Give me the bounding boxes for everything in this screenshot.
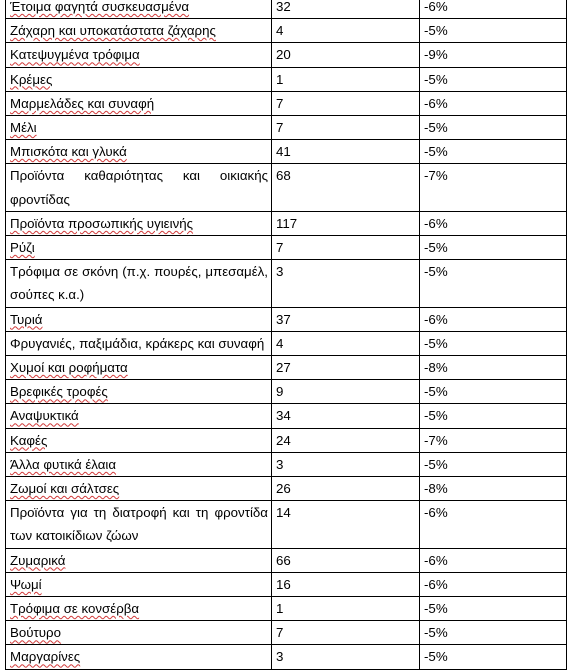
- category-name[interactable]: Βούτυρο: [10, 625, 62, 641]
- change-cell: -5%: [420, 116, 567, 140]
- table-row: [6, 380, 567, 404]
- category-name-cell: [6, 0, 272, 19]
- count-cell: 41: [272, 140, 420, 164]
- change-cell: -9%: [420, 43, 567, 67]
- count-cell: 26: [272, 477, 420, 501]
- category-name-cell: [6, 19, 272, 43]
- category-name-cell[interactable]: Προϊόντα καθαριότητας και οικιακής φροντίδας: [6, 164, 272, 211]
- table-row: [6, 236, 567, 260]
- category-name[interactable]: Μπισκότα και γλυκά: [10, 144, 127, 160]
- count-cell: 1: [272, 597, 420, 621]
- category-name[interactable]: Ζυμαρικά: [10, 552, 66, 568]
- count-cell: 3: [272, 645, 420, 669]
- table-row: [6, 621, 567, 645]
- category-name-cell: [6, 307, 272, 331]
- change-cell: -5%: [420, 621, 567, 645]
- category-name-cell[interactable]: Προϊόντα για τη διατροφή και τη φροντίδα των κατοικίδιων ζώων: [6, 501, 272, 548]
- change-cell: -6%: [420, 307, 567, 331]
- table-row: [6, 260, 567, 307]
- count-cell: 9: [272, 380, 420, 404]
- table-row: [6, 19, 567, 43]
- count-cell: 1: [272, 67, 420, 91]
- category-name[interactable]: Προϊόντα προσωπικής υγιεινής: [10, 215, 194, 231]
- table-row: [6, 43, 567, 67]
- count-cell: 14: [272, 501, 420, 548]
- category-name[interactable]: Χυμοί και ροφήματα: [10, 360, 128, 376]
- change-cell: -6%: [420, 91, 567, 115]
- change-cell: -6%: [420, 501, 567, 548]
- count-cell: 7: [272, 236, 420, 260]
- table-row: [6, 356, 567, 380]
- category-name[interactable]: Κατεψυγμένα τρόφιμα: [10, 47, 140, 63]
- category-table: [5, 0, 567, 670]
- change-cell: -7%: [420, 428, 567, 452]
- table-row: [6, 67, 567, 91]
- change-cell: -7%: [420, 164, 567, 211]
- category-name[interactable]: Έτοιμα φαγητά συσκευασμένα: [10, 0, 190, 14]
- table-row: [6, 116, 567, 140]
- change-cell: -5%: [420, 331, 567, 355]
- change-cell: -5%: [420, 404, 567, 428]
- category-name[interactable]: Μαργαρίνες: [10, 649, 81, 665]
- table-row: [6, 307, 567, 331]
- category-name-cell: [6, 428, 272, 452]
- change-cell: -5%: [420, 380, 567, 404]
- category-name-cell: [6, 67, 272, 91]
- category-name-cell[interactable]: Τρόφιμα σε σκόνη (π.χ. πουρές, μπεσαμέλ, σούπες κ.α.): [6, 260, 272, 307]
- count-cell: 68: [272, 164, 420, 211]
- category-name-cell: [6, 91, 272, 115]
- category-name[interactable]: Ρύζι: [10, 240, 35, 256]
- table-row: [6, 140, 567, 164]
- category-name-cell: [6, 43, 272, 67]
- category-name[interactable]: Μαρμελάδες και συναφή: [10, 95, 155, 111]
- category-name-cell: [6, 572, 272, 596]
- table-row: [6, 404, 567, 428]
- category-table-body: [6, 0, 567, 669]
- change-cell: -8%: [420, 356, 567, 380]
- category-name[interactable]: Τυριά: [10, 311, 43, 327]
- category-name[interactable]: Τρόφιμα σε κονσέρβα: [10, 601, 140, 617]
- category-name-cell: [6, 452, 272, 476]
- category-name[interactable]: Άλλα φυτικά έλαια: [10, 456, 117, 472]
- count-cell: 16: [272, 572, 420, 596]
- table-row: [6, 331, 567, 355]
- table-row: [6, 211, 567, 235]
- table-row: [6, 91, 567, 115]
- table-row: [6, 572, 567, 596]
- table-row: [6, 428, 567, 452]
- table-row: [6, 0, 567, 19]
- count-cell: 66: [272, 548, 420, 572]
- category-name-cell: [6, 645, 272, 669]
- category-name[interactable]: Ζωμοί και σάλτσες: [10, 481, 120, 497]
- count-cell: 7: [272, 621, 420, 645]
- table-row: [6, 501, 567, 548]
- table-row: [6, 548, 567, 572]
- category-name[interactable]: Ψωμί: [10, 576, 42, 592]
- change-cell: -6%: [420, 548, 567, 572]
- category-name-cell[interactable]: Φρυγανιές, παξιμάδια, κράκερς και συναφή: [6, 331, 272, 355]
- count-cell: 4: [272, 19, 420, 43]
- category-name-cell: [6, 356, 272, 380]
- change-cell: -6%: [420, 572, 567, 596]
- change-cell: -5%: [420, 67, 567, 91]
- table-row: [6, 164, 567, 211]
- table-row: [6, 645, 567, 669]
- table-row: [6, 597, 567, 621]
- count-cell: 32: [272, 0, 420, 19]
- change-cell: -5%: [420, 597, 567, 621]
- count-cell: 20: [272, 43, 420, 67]
- count-cell: 7: [272, 91, 420, 115]
- category-name-cell: [6, 211, 272, 235]
- count-cell: 117: [272, 211, 420, 235]
- change-cell: -5%: [420, 140, 567, 164]
- table-row: [6, 452, 567, 476]
- table-row: [6, 477, 567, 501]
- category-name-cell: [6, 621, 272, 645]
- change-cell: -8%: [420, 477, 567, 501]
- category-name-cell: [6, 116, 272, 140]
- count-cell: 3: [272, 452, 420, 476]
- change-cell: -5%: [420, 645, 567, 669]
- count-cell: 3: [272, 260, 420, 307]
- category-name-cell: [6, 140, 272, 164]
- count-cell: 24: [272, 428, 420, 452]
- category-name-cell: [6, 548, 272, 572]
- change-cell: -6%: [420, 0, 567, 19]
- category-name-cell: [6, 236, 272, 260]
- count-cell: 27: [272, 356, 420, 380]
- change-cell: -6%: [420, 211, 567, 235]
- count-cell: 34: [272, 404, 420, 428]
- change-cell: -5%: [420, 236, 567, 260]
- category-name[interactable]: Αναψυκτικά: [10, 408, 79, 424]
- change-cell: -5%: [420, 19, 567, 43]
- category-name[interactable]: Ζάχαρη και υποκατάστατα ζάχαρης: [10, 23, 216, 39]
- count-cell: 7: [272, 116, 420, 140]
- category-name-cell: [6, 597, 272, 621]
- category-name-cell: [6, 404, 272, 428]
- category-name[interactable]: Μέλι: [10, 120, 37, 136]
- category-name[interactable]: Βρεφικές τροφές: [10, 384, 108, 400]
- change-cell: -5%: [420, 452, 567, 476]
- category-name[interactable]: Καφές: [10, 432, 48, 448]
- count-cell: 4: [272, 331, 420, 355]
- category-name[interactable]: Κρέμες: [10, 71, 53, 87]
- category-name-cell: [6, 477, 272, 501]
- category-name-cell: [6, 380, 272, 404]
- change-cell: -5%: [420, 260, 567, 307]
- count-cell: 37: [272, 307, 420, 331]
